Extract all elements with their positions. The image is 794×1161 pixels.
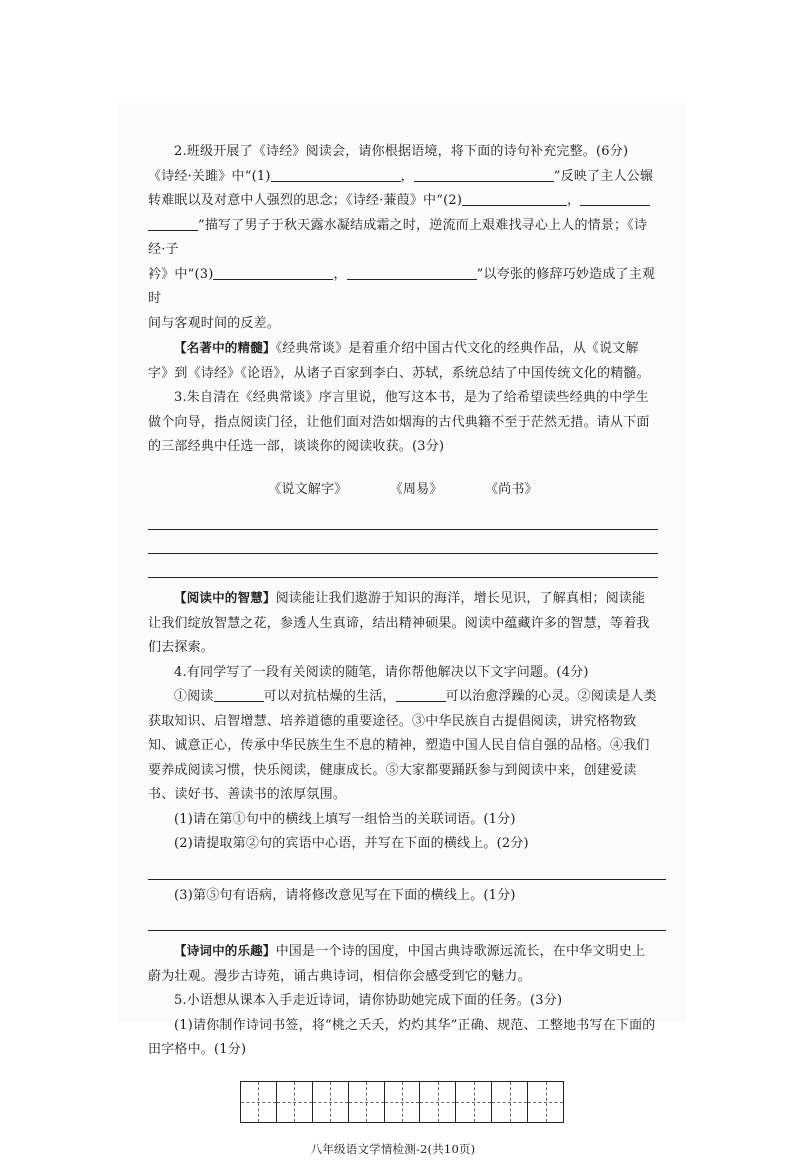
tianzige-cell[interactable]: [241, 1082, 277, 1122]
tianzige-cell[interactable]: [456, 1082, 492, 1122]
yuedu-tag: 【阅读中的智慧】: [174, 590, 276, 605]
q4-text: ①阅读: [174, 689, 214, 704]
tianzige-cell[interactable]: [420, 1082, 456, 1122]
q2-line-4: [148, 263, 658, 312]
q3-book-list: [148, 478, 658, 503]
shici-tag: 【诗词中的乐趣】: [174, 943, 276, 958]
mingzhu-tag: 【名著中的精髓】: [174, 340, 276, 355]
answer-blank[interactable]: [214, 686, 264, 702]
tianzige-grid: [240, 1081, 564, 1123]
tianzige-cell[interactable]: [492, 1082, 528, 1122]
q5-sub-1: (1)请你制作诗词书签，将“桃之夭夭，灼灼其华”正确、规范、工整地书写在下面的田字格中。(1分): [148, 1014, 658, 1063]
q2-text: 衿》中“(3): [148, 267, 213, 282]
q4-text: 可以对抗枯燥的生活，: [264, 689, 396, 704]
page-footer: 八年级语文学情检测-2(共10页): [128, 1137, 658, 1161]
q2-text: 《诗经·关雎》中“(1): [148, 169, 271, 184]
answer-blank[interactable]: [347, 264, 477, 280]
yuedu-paragraph: [148, 586, 658, 661]
answer-line[interactable]: [148, 506, 658, 530]
q2-line-3: [148, 214, 658, 263]
tianzige-cell[interactable]: [385, 1082, 421, 1122]
q2-line-2: [148, 189, 658, 214]
answer-blank[interactable]: [148, 215, 198, 231]
yuedu-text: 阅读能让我们遨游于知识的海洋，增长见识，了解真相；阅读能让我们绽放智慧之花，参透人生真谛，结出精神硕果。阅读中蕴藏许多的智慧，等着我们去探索。: [148, 591, 650, 655]
tianzige-cell[interactable]: [528, 1082, 563, 1122]
q4-passage: [148, 685, 658, 808]
q2-text: ，: [333, 267, 346, 282]
answer-line[interactable]: [148, 857, 666, 880]
q2-line-5: 间与客观时间的反差。: [148, 312, 658, 337]
shici-paragraph: [148, 939, 658, 989]
answer-blank[interactable]: [396, 686, 446, 702]
shici-text: 中国是一个诗的国度，中国古典诗歌源远流长，在中华文明史上蔚为壮观。漫步古诗苑，诵古典诗词，相信你会感受到它的魅力。: [148, 944, 645, 984]
answer-blank[interactable]: [414, 166, 554, 182]
answer-blank[interactable]: [462, 190, 567, 206]
mingzhu-text: 《经典常谈》是着重介绍中国古代文化的经典作品，从《说文解字》到《诗经》《论语》，从诸子百家到李白、苏轼，系统总结了中国传统文化的精髓。: [148, 341, 650, 381]
q4-stem: 4.有同学写了一段有关阅读的随笔，请你帮他解决以下文字问题。(4分): [148, 661, 658, 686]
q4-sub-3: (3)第⑤句有语病，请将修改意见写在下面的横线上。(1分): [148, 884, 658, 909]
q2-text: 转难眠以及对意中人强烈的思念；《诗经·蒹葭》中“(2): [148, 193, 462, 208]
q2-line-1: [148, 165, 658, 190]
book-option: 《尚书》: [485, 482, 538, 497]
tianzige-cell[interactable]: [277, 1082, 313, 1122]
q5-stem: 5.小语想从课本入手走近诗词，请你协助她完成下面的任务。(3分): [148, 989, 658, 1014]
answer-blank[interactable]: [213, 264, 333, 280]
q3-stem: 3.朱自清在《经典常谈》序言里说，他写这本书，是为了给希望读些经典的中学生做个向导，指点阅读门径，让他们面对浩如烟海的古代典籍不至于茫然无措。请从下面的三部经典中任选一部，谈谈你的阅读收获。(3分): [148, 386, 658, 460]
q2-text: ，: [567, 193, 580, 208]
q2-stem: 2.班级开展了《诗经》阅读会，请你根据语境，将下面的诗句补充完整。(6分): [148, 140, 658, 165]
tianzige-cell[interactable]: [349, 1082, 385, 1122]
q2-text: ，: [401, 169, 414, 184]
tianzige-cell[interactable]: [313, 1082, 349, 1122]
q2-text: ”反映了主人公辗: [554, 169, 653, 184]
q4-text: 识、启智增慧、培养道德的重要途径。③中华民族自古提倡阅读，讲究格物致知、诚意正心，传承中华民族生生不息的精神，塑造中国人民自信自强的品格。④我们要养成阅读习惯，快乐阅读，健康成长。⑤大家都要踊跃参与到阅读中来，创建爱读书、读好书、善读书的浓厚氛围。: [148, 714, 650, 803]
exam-page: [148, 140, 658, 1161]
tianzige-wrapper: [240, 1081, 658, 1123]
q2-text: ”以夸张的修辞巧妙造成了主观时: [148, 267, 655, 307]
q2-text: ”描写了男子于秋天露水凝结成霜之时，逆流而上艰难找寻心上人的情景；《诗经·子: [148, 218, 647, 258]
book-option: 《周易》: [390, 482, 443, 497]
book-option: 《说文解字》: [268, 482, 347, 497]
q4-sub-2: (2)请提取第②句的宾语中心语，并写在下面的横线上。(2分): [148, 832, 658, 857]
q4-text: 可以治愈浮躁的心灵。②阅读是人类获取知: [148, 689, 657, 729]
answer-line[interactable]: [148, 908, 666, 931]
q4-sub-1: (1)请在第①句中的横线上填写一组恰当的关联词语。(1分): [148, 808, 658, 833]
answer-line[interactable]: [148, 530, 658, 554]
mingzhu-paragraph: [148, 336, 658, 386]
answer-line[interactable]: [148, 554, 658, 578]
answer-blank[interactable]: [580, 190, 650, 206]
answer-blank[interactable]: [271, 166, 401, 182]
